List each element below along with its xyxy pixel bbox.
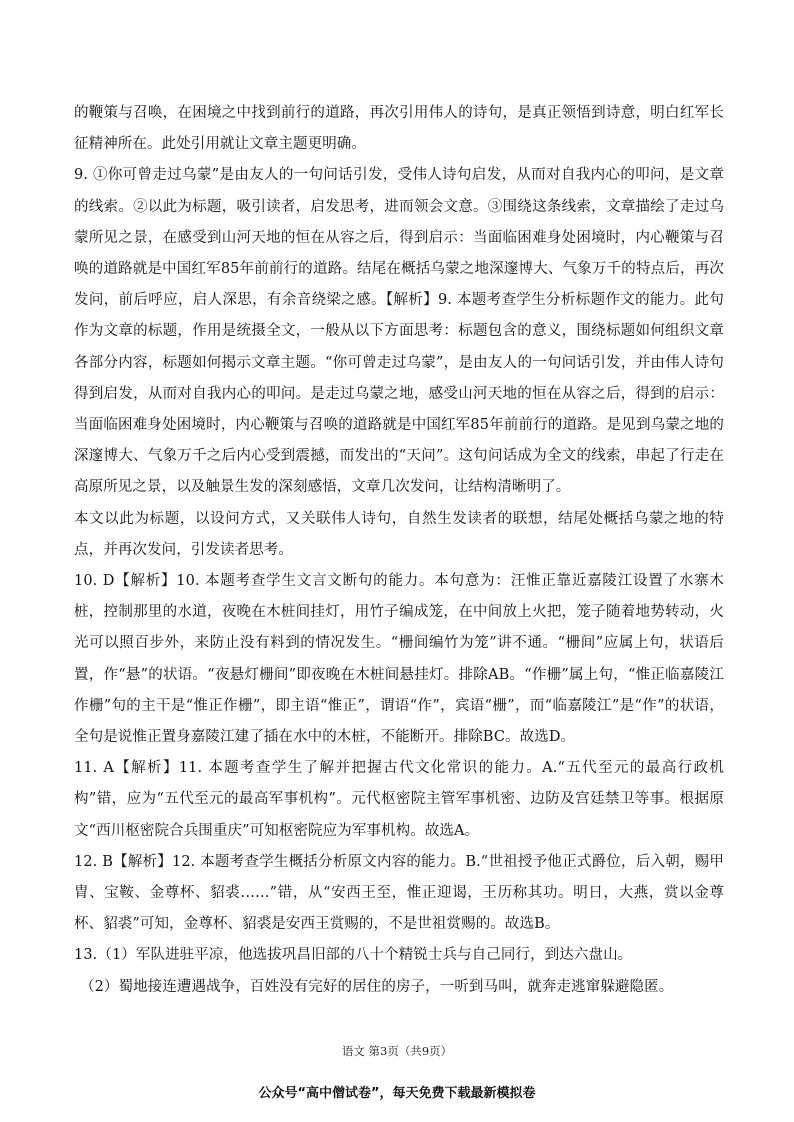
answer-11: 11. A【解析】11. 本题考查学生了解并把握古代文化常识的能力。A.“五代至元的最高行政机构”错，应为“五代至元的最高军事机构”。元代枢密院主管军事机密、边防及宫廷禁卫等事。根据原文“西川枢密院合兵围重庆”可知枢密院应为军事机构。故选A。 bbox=[74, 760, 724, 839]
answer-12: 12. B【解析】12. 本题考查学生概括分析原文内容的能力。B.“世祖授予他正式爵位，后入朝，赐甲胄、宝鞍、金尊杯、貂裘……”错，从“安西王至，惟正迎谒，王历称其功。明日，大燕，赏以金尊杯、貂裘”可知，金尊杯、貂裘是安西王赏赐的，不是世祖赏赐的。故选B。 bbox=[74, 853, 724, 933]
answer-13-2: （2）蜀地接连遭遇战争，百姓没有完好的居住的房子，一听到马叫，就奔走逃窜躲避隐匿。 bbox=[80, 978, 674, 995]
page-footer: 语文 第3页（共9页） bbox=[341, 1044, 453, 1058]
answer-10: 10. D【解析】10. 本题考查学生文言文断句的能力。本句意为：汪惟正靠近嘉陵江设置了水寨木桩，控制那里的水道，夜晚在木桩间挂灯，用竹子编成笼，在中间放上火把，笼子随着地势转动，火光可以照百步外，来防止没有料到的情况发生。“栅间编竹为笼”讲不通。“栅间”应属上句，状语后置，作“悬”的状语。“夜悬灯栅间”即夜晚在木桩间悬挂灯。排除AB。“作栅”属上句，“惟正临嘉陵江作栅”句的主干是“惟正作栅”，即主语“惟正”，谓语“作”，宾语“栅”，而“临嘉陵江”是“作”的状语，全句是说惟正置身嘉陵江建了插在水中的木桩，不能断开。排除BC。故选D。 bbox=[74, 573, 724, 746]
answer-9-note: 本文以此为标题，以设问方式，又关联伟人诗句，自然生发读者的联想，结尾处概括乌蒙之地的特点，并再次发问，引发读者思考。 bbox=[74, 510, 724, 558]
promo-banner: 公众号“高中僧试卷”，每天免费下载最新模拟卷 bbox=[258, 1086, 536, 1101]
paragraph-continuation: 的鞭策与召唤，在困境之中找到前行的道路，再次引用伟人的诗句，是真正领悟到诗意，明白红军长征精神所在。此处引用就让文章主题更明确。 bbox=[74, 105, 724, 153]
answer-content bbox=[74, 98, 724, 1003]
answer-9: 9. ①你可曾走过乌蒙”是由友人的一句问话引发，受伟人诗句启发，从而对自我内心的叩问，是文章的线索。②以此为标题，吸引读者，启发思考，进而领会文意。③围绕这条线索，文章描绘了走过乌蒙所见之景，在感受到山河天地的恒在从容之后，得到启示：当面临困难身处困境时，内心鞭策与召唤的道路就是中国红军85年前前行的道路。结尾在概括乌蒙之地深邃博大、气象万千的特点后，再次发问，前后呼应，启人深思，有余音绕梁之感。【解析】9. 本题考查学生分析标题作文的能力。此句作为文章的标题，作用是统摄全文，一般从以下方面思考：标题包含的意义，围绕标题如何组织文章各部分内容，标题如何揭示文章主题。“你可曾走过乌蒙”，是由友人的一句问话引发，并由伟人诗句得到启发，从而对自我内心的叩问。是走过乌蒙之地，感受山河天地的恒在从容之后，得到的启示：当面临困难身处困境时，内心鞭策与召唤的道路就是中国红军85年前前行的道路。是见到乌蒙之地的深邃博大、气象万千之后内心受到震撼，而发出的“天问”。这句问话成为全文的线索，串起了行走在高原所见之景，以及触景生发的深刻感悟，文章几次发问，让结构清晰明了。 bbox=[74, 167, 724, 496]
answer-13-1: 13.（1）军队进驻平凉，他选拔巩昌旧部的八十个精锐士兵与自己同行，到达六盘山。 bbox=[74, 947, 633, 964]
